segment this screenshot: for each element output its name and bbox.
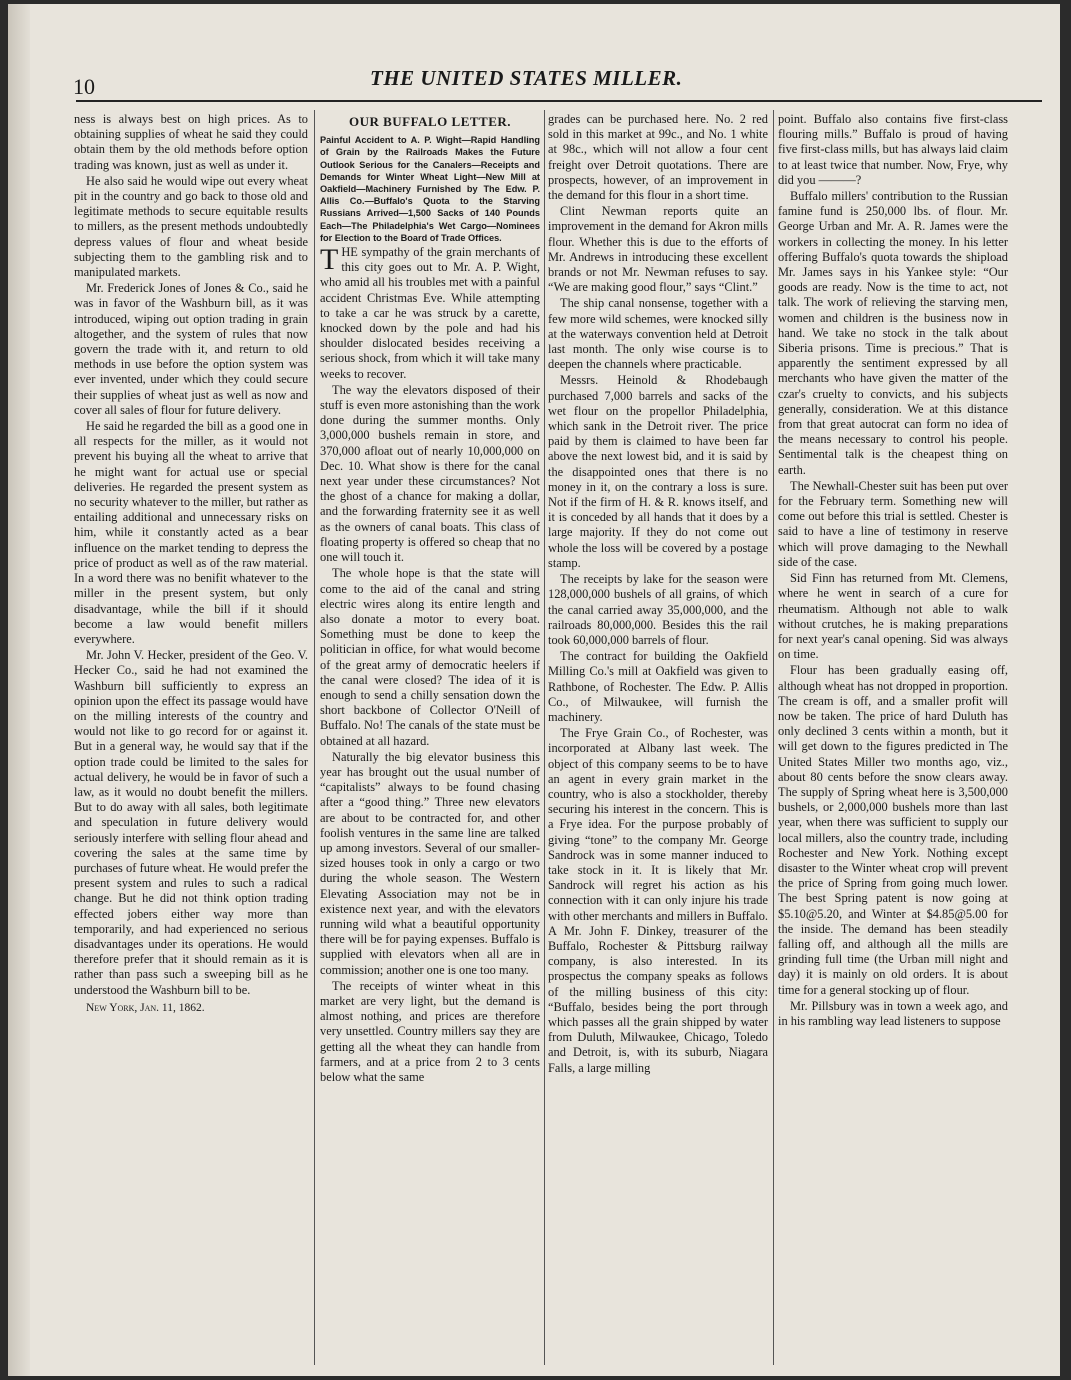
column-divider — [544, 110, 545, 1365]
paragraph: The ship canal nonsense, together with a few more wild schemes, were knocked silly at the waterways convention held at Detroit last month. The only wise course is to deepen the channels where practicable. — [548, 296, 768, 372]
paragraph: ness is always best on high prices. As to obtaining supplies of wheat he said they could obtain them by the old methods before option trading was known, just as well as under it. — [74, 112, 308, 172]
paragraph: The whole hope is that the state will come to the aid of the canal and string electric wires along its entire length and also donate a motor to every boat. Something must be done to keep the politician in office, for what would become of the great army of democratic heelers if the canal were closed? The idea of it is enough to send a chilly sensation down the short backbone of Collector O'Neill of Buffalo. No! The canals of the state must be obtained at all hazard. — [320, 566, 540, 748]
dateline: New York, Jan. 11, 1862. — [86, 1001, 205, 1014]
column-divider — [773, 110, 774, 1365]
paragraph: Naturally the big elevator business this year has brought out the usual number of “capitalists” always to be found chasing after a “good thing.” Three new elevators are about to be contracted for, and other foolish ventures in the same line are talked up among investors. Several of our smaller-sized houses took in only a cargo or two during the whole season. The Western Elevating Association may not be in existence next year, and with the elevators running wild what a beautiful opportunity there will be for paying expenses. Buffalo is supplied with elevators when all are in commission; another one is one too many. — [320, 749, 540, 977]
paragraph: The Newhall-Chester suit has been put over for the February term. Something new will come out before this trial is settled. Chester is said to have a line of testimony in reserve which will prove damaging to the Newhall side of the case. — [778, 478, 1008, 569]
paragraph: Buffalo millers' contribution to the Russian famine fund is 250,000 lbs. of flour. Mr. George Urban and Mr. A. R. James were the workers in collecting the money. In his letter offering Buffalo's quota towards the shipload Mr. James says in his Yankee style: “Our goods are ready. Now is the time to act, not talk. The work of relieving the starving men, women and children is the business now in hand. We take no stock in the talk about Siberia prisons. Time is precious.” That is apparently the sentiment expressed by all merchants who have given the matter of the czar's cruelty to convicts, and his subjects generally, consideration. We at this distance from that great autocrat can form no idea of the means necessary to control his people. Sentimental talk is the cheapest thing on earth. — [778, 189, 1008, 477]
column-divider — [314, 110, 315, 1365]
header-rule — [76, 100, 1042, 102]
column-1 — [74, 112, 308, 1367]
drop-cap: T — [320, 243, 339, 277]
paragraph: Mr. John V. Hecker, president of the Geo. V. Hecker Co., said he had not examined the Washburn bill sufficiently to express an opinion upon the effect its passage would have on the milling interests of the country and would not like to go record for or against it. But in a general way, he would say that if the option trade could be limited to the sales for actual delivery, he would be in favor of such a law, as it would no doubt benefit the millers. But to do away with all sales, both legitimate and speculation in future delivery would seriously interfere with selling flour ahead and covering the sales at the same time by purchases of future wheat. He would prefer the present system and rules to such a radical change. But he did not think option trading effected jobers either way more than temporarily, and had experienced no serious disadvantages under its operations. He would therefore prefer that it should remain as it is rather than pass such a sweeping bill as he understood the Washburn bill to be. — [74, 648, 308, 997]
paragraph: Mr. Frederick Jones of Jones & Co., said he was in favor of the Washburn bill, as it was introduced, wiping out option trading in grain altogether, and the system of rules that now govern the trade with it, and return to old methods in use before the option system was ever invented, under which they could secure their supplies of wheat just as well as now and cover all sales of flour for future delivery. — [74, 281, 308, 417]
column-3 — [548, 112, 768, 1367]
paragraph: grades can be purchased here. No. 2 red sold in this market at 99c., and No. 1 white at 98c., which will not allow a four cent freight over Detroit quotations. There are prospects, however, of an improvement in the demand for this flour in a short time. — [548, 112, 768, 203]
paragraph: The receipts by lake for the season were 128,000,000 bushels of all grains, of which the canal carried away 35,000,000, and the railroads 80,000,000. Besides this the rail took 60,000,000 barrels of flour. — [548, 572, 768, 647]
column-4 — [778, 112, 1008, 1367]
column-2 — [320, 112, 540, 1367]
paragraph: The way the elevators disposed of their stuff is even more astonishing than the work done during the summer months. Only 3,000,000 bushels remain in store, and 370,000 afloat out of nearly 10,000,000 on Dec. 10. What show is there for the canal next year under these circumstances? Not the ghost of a chance for making a dollar, and the forwarding fraternity see it as well as the owners of canal boats. This class of floating property is offered so cheap that no one will touch it. — [320, 382, 540, 565]
paragraph: He also said he would wipe out every wheat pit in the country and go back to those old and legitimate methods to secure equitable results to millers, as the present methods undoubtedly depress values of flour and wheat beside subjecting them to the gambling risk and to manipulated markets. — [74, 173, 308, 280]
paragraph: The contract for building the Oakfield Milling Co.'s mill at Oakfield was given to Rathbone, of Rochester. The Edw. P. Allis Co., of Milwaukee, will furnish the machinery. — [548, 649, 768, 724]
paragraph: Messrs. Heinold & Rhodebaugh purchased 7,000 barrels and sacks of the wet flour on the propellor Philadelphia, which sank in the Detroit river. The price paid by them is claimed to have been far above the next lowest bid, and it is said by the disappointed ones that there is no money in it, on the contrary a loss is sure. Not if the firm of H. & R. knows itself, and it is conceded by all hands that it does by a large majority. If they do not come out whole the loss will be covered by a postage stamp. — [548, 373, 768, 570]
paragraph: He said he regarded the bill as a good one in all respects for the miller, as it would not prevent his buying all the wheat to arrive that he might want for actual use or special deliveries. He regarded the present system as no security whatever to the miller, but rather as entailing additional and unnecessary risks on him, while it constantly acted as a bear influence on the market tending to depress the price of product as well as of the raw material. In a word there was no benifit whatever to the miller in the present system, but only disadvantage, while the bill if it should become a law would benefit millers everywhere. — [74, 419, 308, 646]
first-paragraph — [320, 245, 540, 382]
paragraph: The receipts of winter wheat in this market are very light, but the demand is almost nothing, and prices are therefore very unsettled. Country millers say they are getting all the wheat they can handle from farmers, and at a price from 2 to 3 cents below what the same — [320, 978, 540, 1084]
newspaper-page — [8, 4, 1060, 1376]
paragraph: Mr. Pillsbury was in town a week ago, and in his rambling way lead listeners to suppose — [778, 998, 1008, 1028]
paragraph: Clint Newman reports quite an improvement in the demand for Akron mills flour. Whether this is due to the efforts of Mr. Andrews in introducing these excellent brands or not Mr. Newman refuses to say. “We are making good flour,” says “Clint.” — [548, 204, 768, 295]
paragraph: The Frye Grain Co., of Rochester, was incorporated at Albany last week. The object of this company seems to be to have an agent in every grain market in the country, who is also a stockholder, thereby securing his interest in the concern. This is a Frye idea. For the purpose probably of giving “tone” to the company Mr. George Sandrock was in some manner induced to take stock in it. It is likely that Mr. Sandrock will regret his action as his connection with it can only injure his trade with other merchants and millers in Buffalo. A Mr. John F. Dinkey, treasurer of the Buffalo, Rochester & Pittsburg railway company, is also interested. In its prospectus the company speaks as follows of the milling business of this city: “Buffalo, besides being the port through which passes all the grain shipped by water from Duluth, Milwaukee, Chicago, Toledo and Detroit, is, with its suburb, Niagara Falls, a large milling — [548, 726, 768, 1075]
paragraph: Sid Finn has returned from Mt. Clemens, where he went in search of a cure for rheumatism. Although not able to walk without crutches, he is making preparations for next year's canal opening. Sid was always on time. — [778, 571, 1008, 662]
first-paragraph-text: HE sympathy of the grain merchants of this city goes out to Mr. A. P. Wight, who amid all his troubles met with a painful accident Christmas Eve. While attempting to take a car he was struck by a carette, knocked down by the pole and had his shoulder dislocated besides receiving a serious shock, from which it will take many weeks to recover. — [320, 245, 540, 381]
running-title: THE UNITED STATES MILLER. — [370, 66, 683, 90]
article-headline: OUR BUFFALO LETTER. — [348, 114, 512, 129]
paragraph: point. Buffalo also contains five first-class flouring mills.” Buffalo is proud of having five first-class mills, but has always laid claim to at least twice that number. Now, Frye, why did you ———? — [778, 112, 1008, 187]
article-deck: Painful Accident to A. P. Wight—Rapid Handling of Grain by the Railroads Makes the Future Outlook Serious for the Canalers—Receipts and Demands for Winter Wheat Light—New Mill at Oakfield—Machinery Furnished by The Edw. P. Allis Co.—Buffalo's Quota to the Starving Russians Arrived—1,500 Sacks of 140 Pounds Each—The Philadelphia's Wet Cargo—Nominees for Election to the Board of Trade Offices. — [320, 135, 540, 243]
page-number: 10 — [73, 74, 95, 99]
paragraph: Flour has been gradually easing off, although wheat has not dropped in proportion. The cream is off, and a smaller profit will now be taken. The price of hard Duluth has only declined 3 cents within a month, but it will get down to the figures predicted in The United States Miller two months ago, viz., about 80 cents before the snow clears away. The supply of Spring wheat here is 3,500,000 bushels, or 2,000,000 bushels more than last year, when there was sufficient to supply our local millers, also the country trade, including Rochester and New York. Nothing except disaster to the Winter wheat crop will prevent the price of Spring from going much lower. The best Spring patent is now going at $5.10@5.20, and Winter at $4.85@5.00 for the inside. The demand has been steadily falling off, and although all the mills are grinding full time (the Urban mill night and day) it is mainly on old orders. It is about time for a general stocking up of flour. — [778, 663, 1008, 997]
binding-edge — [8, 4, 30, 1376]
